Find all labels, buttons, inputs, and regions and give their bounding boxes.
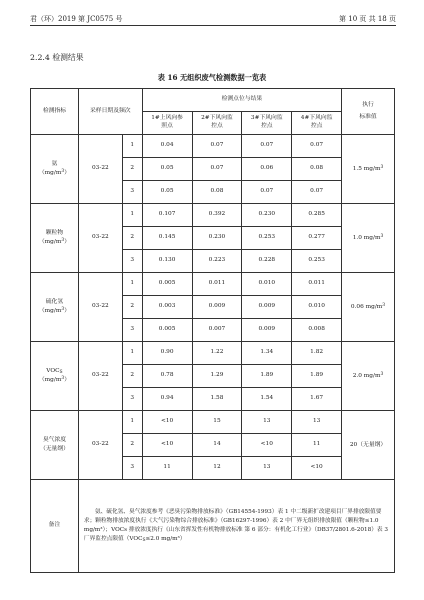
page-indicator: 第 10 页 共 18 页 xyxy=(339,15,396,23)
standard-value xyxy=(342,135,395,204)
value-cell: 12 xyxy=(192,457,242,480)
value-cell: <10 xyxy=(142,434,192,457)
table-row xyxy=(31,342,395,365)
point-header-line2: 控点 xyxy=(211,123,223,129)
value-cell: 0.005 xyxy=(142,319,192,342)
sampling-date: 03-22 xyxy=(78,135,122,204)
value-cell: 14 xyxy=(192,434,242,457)
frequency: 1 xyxy=(122,342,142,365)
value-cell: 0.003 xyxy=(142,296,192,319)
pollutant-name-cell xyxy=(31,135,79,204)
table-title: 表 16 无组织废气检测数据一览表 xyxy=(157,73,267,82)
value-cell: 0.011 xyxy=(292,273,342,296)
sampling-date: 03-22 xyxy=(78,204,122,273)
col-header-standard-line2: 标准值 xyxy=(359,113,377,120)
value-cell: 0.07 xyxy=(292,135,342,158)
value-cell: 0.04 xyxy=(142,135,192,158)
value-cell: 15 xyxy=(192,411,242,434)
point-header xyxy=(242,112,292,135)
value-cell: 11 xyxy=(142,457,192,480)
value-cell: 0.010 xyxy=(292,296,342,319)
pollutant-name: 氨 xyxy=(51,160,58,167)
value-cell: 0.07 xyxy=(242,135,292,158)
pollutant-name-cell xyxy=(31,342,79,411)
standard-value-sup: 3 xyxy=(380,371,384,377)
frequency: 3 xyxy=(122,457,142,480)
standard-value xyxy=(342,273,395,342)
value-cell: 0.94 xyxy=(142,388,192,411)
value-cell: 0.011 xyxy=(192,273,242,296)
standard-value-sup: 3 xyxy=(380,233,384,239)
frequency: 2 xyxy=(122,434,142,457)
sampling-date: 03-22 xyxy=(78,273,122,342)
point-header-line1: 2#下风向监 xyxy=(201,115,233,122)
pollutant-unit: （mg/m xyxy=(38,169,62,176)
value-cell: 0.230 xyxy=(192,227,242,250)
col-header-standard xyxy=(342,89,395,135)
value-cell: 1.22 xyxy=(192,342,242,365)
value-cell: 0.07 xyxy=(192,135,242,158)
pollutant-name: 臭气浓度 xyxy=(42,436,67,443)
value-cell: 1.89 xyxy=(242,365,292,388)
value-cell: 0.06 xyxy=(242,158,292,181)
value-cell: 0.277 xyxy=(292,227,342,250)
standard-value-text: 0.06 mg/m xyxy=(350,303,383,310)
value-cell: 0.07 xyxy=(292,181,342,204)
value-cell: 0.009 xyxy=(242,296,292,319)
value-cell: 1.29 xyxy=(192,365,242,388)
value-cell: 0.228 xyxy=(242,250,292,273)
value-cell: 0.145 xyxy=(142,227,192,250)
pollutant-unit: （mg/m xyxy=(38,376,62,383)
standard-value-sup: 3 xyxy=(382,302,386,308)
pollutant-name: VOC xyxy=(46,367,60,374)
remarks-text-main: 氨、硫化氢、臭气浓度参考《恶臭污染物排放标准》（GB14554-1993）表 1 中二级新扩改建项目厂界排放限值要求；颗粒物排放浓度执行《大气污染物综合排放标准》（GB16297-1996）表 2 中厂界无组织排放限值（颗粒物≤1.0 mg/m³）；VOCs 排放浓度执行《山东省挥发性有机物排放标准 第 6 部分：有机化工行业》（DB37/2801.6-2018）表 3 厂界监控点限值（VOC xyxy=(83,508,389,543)
value-cell: 0.05 xyxy=(142,181,192,204)
pollutant-unit-close: ） xyxy=(64,169,71,176)
value-cell: 0.07 xyxy=(192,158,242,181)
value-cell: 0.07 xyxy=(242,181,292,204)
value-cell: 0.009 xyxy=(242,319,292,342)
pollutant-name: 颗粒物 xyxy=(45,229,64,236)
point-header-line2: 控点 xyxy=(310,123,323,129)
point-header xyxy=(142,112,192,135)
point-header-line1: 1#上风向参 xyxy=(151,115,183,122)
frequency: 3 xyxy=(122,388,142,411)
standard-value-text: 1.0 mg/m xyxy=(352,234,381,241)
standard-value-sup: 3 xyxy=(380,164,384,170)
header-divider xyxy=(30,25,396,26)
frequency: 1 xyxy=(122,135,142,158)
pollutant-unit-sup: 3 xyxy=(61,375,65,381)
frequency: 2 xyxy=(122,296,142,319)
col-header-standard-line1: 执行 xyxy=(362,101,374,108)
value-cell: 0.285 xyxy=(292,204,342,227)
value-cell: 1.67 xyxy=(292,388,342,411)
pollutant-unit: （无量纲） xyxy=(39,445,69,452)
sampling-date: 03-22 xyxy=(78,411,122,480)
value-cell: 0.008 xyxy=(292,319,342,342)
value-cell: 1.58 xyxy=(192,388,242,411)
remarks-row xyxy=(31,480,395,573)
frequency: 1 xyxy=(122,411,142,434)
pollutant-unit-close: ） xyxy=(64,307,71,314)
results-table xyxy=(30,88,395,573)
value-cell: 0.107 xyxy=(142,204,192,227)
frequency: 2 xyxy=(122,365,142,388)
value-cell: 0.223 xyxy=(192,250,242,273)
value-cell: 0.08 xyxy=(192,181,242,204)
standard-value xyxy=(342,204,395,273)
frequency: 1 xyxy=(122,204,142,227)
frequency: 2 xyxy=(122,227,142,250)
value-cell: 0.05 xyxy=(142,158,192,181)
col-header-date: 采样日期及频次 xyxy=(78,89,142,135)
col-header-points: 检测点位与结果 xyxy=(142,89,341,112)
sampling-date: 03-22 xyxy=(78,342,122,411)
value-cell: 0.253 xyxy=(292,250,342,273)
value-cell: 11 xyxy=(292,434,342,457)
pollutant-name-cell xyxy=(31,273,79,342)
point-header xyxy=(192,112,242,135)
value-cell: <10 xyxy=(292,457,342,480)
pollutant-name-cell xyxy=(31,411,79,480)
standard-value-text: 20（无量纲） xyxy=(349,441,387,448)
value-cell: 1.34 xyxy=(242,342,292,365)
value-cell: 0.392 xyxy=(192,204,242,227)
col-header-item: 检测指标 xyxy=(31,89,79,135)
pollutant-unit-close: ） xyxy=(64,238,71,245)
value-cell: 0.005 xyxy=(142,273,192,296)
standard-value xyxy=(342,342,395,411)
value-cell: 0.007 xyxy=(192,319,242,342)
point-header-line2: 照点 xyxy=(161,123,173,129)
pollutant-name-sub: S xyxy=(59,369,63,375)
point-header xyxy=(292,112,342,135)
value-cell: 13 xyxy=(292,411,342,434)
value-cell: 0.010 xyxy=(242,273,292,296)
standard-value-text: 2.0 mg/m xyxy=(352,372,381,379)
value-cell: 1.82 xyxy=(292,342,342,365)
value-cell: <10 xyxy=(242,434,292,457)
value-cell: <10 xyxy=(142,411,192,434)
value-cell: 0.230 xyxy=(242,204,292,227)
value-cell: 13 xyxy=(242,411,292,434)
frequency: 3 xyxy=(122,181,142,204)
value-cell: 0.78 xyxy=(142,365,192,388)
pollutant-unit-close: ） xyxy=(64,376,71,383)
frequency: 3 xyxy=(122,319,142,342)
pollutant-unit-sup: 3 xyxy=(61,168,65,174)
value-cell: 13 xyxy=(242,457,292,480)
pollutant-unit-sup: 3 xyxy=(61,306,65,312)
table-row xyxy=(31,135,395,158)
table-row xyxy=(31,273,395,296)
pollutant-unit: （mg/m xyxy=(38,307,62,314)
remarks-text xyxy=(78,480,394,573)
remarks-text-end: ≤2.0 mg/m³） xyxy=(145,536,186,543)
section-title: 2.2.4 检测结果 xyxy=(30,53,84,62)
value-cell: 0.08 xyxy=(292,158,342,181)
pollutant-name: 硫化氢 xyxy=(45,298,64,305)
value-cell: 0.130 xyxy=(142,250,192,273)
pollutant-unit: （mg/m xyxy=(38,238,62,245)
value-cell: 0.90 xyxy=(142,342,192,365)
point-header-line1: 4#下风向监 xyxy=(300,115,333,122)
standard-value xyxy=(342,411,395,480)
frequency: 1 xyxy=(122,273,142,296)
table-row xyxy=(31,204,395,227)
frequency: 3 xyxy=(122,250,142,273)
remarks-label: 备注 xyxy=(31,480,79,573)
pollutant-name-cell xyxy=(31,204,79,273)
table-row xyxy=(31,411,395,434)
value-cell: 1.89 xyxy=(292,365,342,388)
point-header-line2: 控点 xyxy=(260,123,273,129)
value-cell: 0.253 xyxy=(242,227,292,250)
pollutant-unit-sup: 3 xyxy=(61,237,65,243)
standard-value-text: 1.5 mg/m xyxy=(352,165,381,172)
point-header-line1: 3#下风向监 xyxy=(250,115,283,122)
value-cell: 1.54 xyxy=(242,388,292,411)
report-number: 君（环）2019 第 JC0575 号 xyxy=(30,15,123,23)
value-cell: 0.009 xyxy=(192,296,242,319)
frequency: 2 xyxy=(122,158,142,181)
remarks-text-sub: S xyxy=(142,538,146,544)
table-header-row xyxy=(31,89,395,112)
